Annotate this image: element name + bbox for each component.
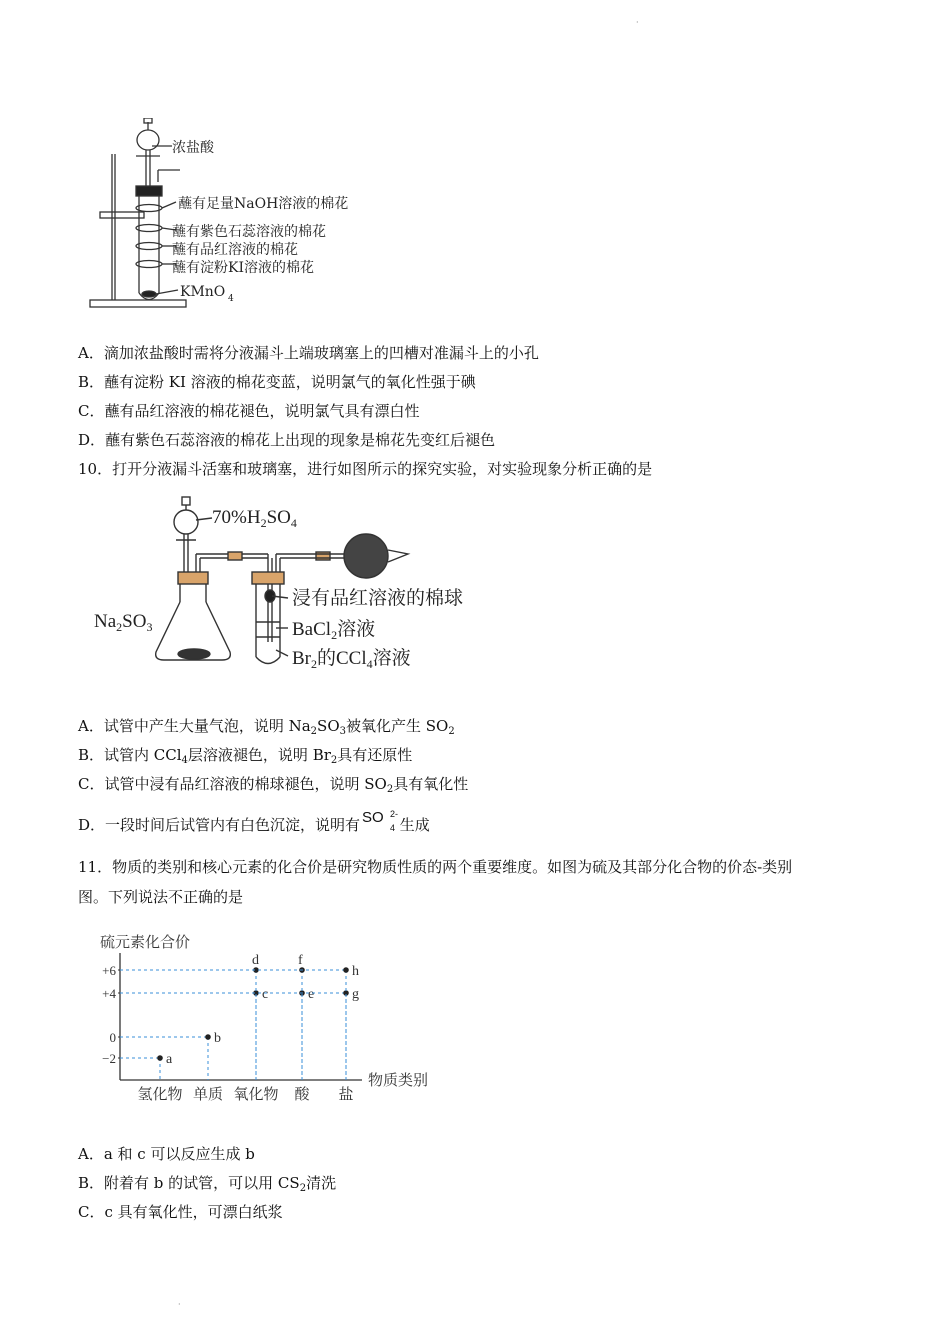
label-conc-hcl: 浓盐酸 (172, 140, 214, 156)
y-tick-label: +4 (102, 986, 116, 1001)
figure-so2-apparatus (90, 492, 510, 682)
point-label-d: d (252, 953, 259, 968)
point-label-e: e (308, 987, 315, 1002)
q9-option-a: A．滴加浓盐酸时需将分液漏斗上端玻璃塞上的凹槽对准漏斗上的小孔 (78, 344, 539, 362)
point-label-b: b (214, 1031, 221, 1046)
label-magenta-cotton: 蘸有品红溶液的棉花 (172, 242, 298, 258)
label-h2so4: $70\%H_2SO_4$ (212, 507, 297, 530)
label-starch-ki-cotton: 蘸有淀粉KI溶液的棉花 (172, 260, 314, 276)
point-b (205, 1034, 211, 1040)
q10-option-c: C．试管中浸有品红溶液的棉球褪色，说明 $SO_2$具有氧化性 (78, 775, 469, 795)
q11-stem-line2: 图。下列说法不正确的是 (78, 888, 244, 906)
q11-option-a: A．a 和 c 可以反应生成 b (78, 1145, 255, 1163)
scan-mark-bottom: · (178, 1300, 181, 1309)
y-tick-label: −2 (102, 1051, 116, 1066)
label-bacl2: BaCl$_2$溶液 (292, 619, 376, 642)
figure-chlorine-apparatus (80, 118, 400, 318)
x-axis-label: 物质类别 (368, 1071, 429, 1089)
x-category-label: 氧化物 (233, 1085, 279, 1103)
sulfate-ion-formula: SO 2- 4 (362, 809, 399, 833)
point-label-a: a (166, 1052, 173, 1067)
label-na2so3: $Na_2SO_3$ (94, 611, 153, 634)
y-tick-label: +6 (102, 963, 116, 978)
point-label-f: f (298, 953, 303, 968)
q9-option-b: B．蘸有淀粉 KI 溶液的棉花变蓝，说明氯气的氧化性强于碘 (78, 373, 476, 391)
label-naoh-cotton: 蘸有足量NaOH溶液的棉花 (178, 196, 349, 212)
q11-option-b: B．附着有 b 的试管，可以用 $CS_2$清洗 (78, 1174, 337, 1194)
valence-category-chart (90, 925, 450, 1110)
y-tick-label: 0 (109, 1030, 116, 1045)
point-a (157, 1055, 163, 1061)
q10-option-b: B．试管内 CCl$_4$层溶液褪色，说明 $Br_2$具有还原性 (78, 746, 413, 766)
x-category-label: 单质 (192, 1085, 224, 1103)
q11-stem-line1: 11．物质的类别和核心元素的化合价是研究物质性质的两个重要维度。如图为硫及其部分化合物的价态-类别 (78, 858, 793, 876)
q10-stem: 10．打开分液漏斗活塞和玻璃塞，进行如图所示的探究实验，对实验现象分析正确的是 (78, 460, 653, 478)
label-magenta-ball: 浸有品红溶液的棉球 (292, 588, 464, 609)
label-br2-ccl4: $Br_2$的CCl$_4$溶液 (292, 648, 411, 671)
scan-mark-top: · (636, 18, 639, 27)
x-category-label: 酸 (294, 1085, 310, 1103)
q10-option-a: A．试管中产生大量气泡，说明 $Na_2SO_3$被氧化产生 $SO_2$ (78, 717, 455, 737)
point-label-c: c (262, 987, 269, 1002)
label-kmno4: KMnO (180, 284, 226, 300)
label-litmus-cotton: 蘸有紫色石蕊溶液的棉花 (172, 224, 326, 240)
q11-option-c: C．c 具有氧化性，可漂白纸浆 (78, 1203, 283, 1221)
point-label-g: g (352, 987, 359, 1002)
q9-option-d: D．蘸有紫色石蕊溶液的棉花上出现的现象是棉花先变红后褪色 (78, 431, 496, 449)
y-axis-label: 硫元素化合价 (100, 933, 191, 951)
q9-option-c: C．蘸有品红溶液的棉花褪色，说明氯气具有漂白性 (78, 402, 420, 420)
label-kmno4-sub: 4 (228, 294, 234, 304)
x-category-label: 氢化物 (137, 1085, 183, 1103)
point-h (343, 967, 349, 973)
x-category-label: 盐 (338, 1085, 354, 1103)
point-label-h: h (352, 964, 359, 979)
q10-option-d: D．一段时间后试管内有白色沉淀，说明有 SO 2- 4 生成 (78, 809, 430, 834)
